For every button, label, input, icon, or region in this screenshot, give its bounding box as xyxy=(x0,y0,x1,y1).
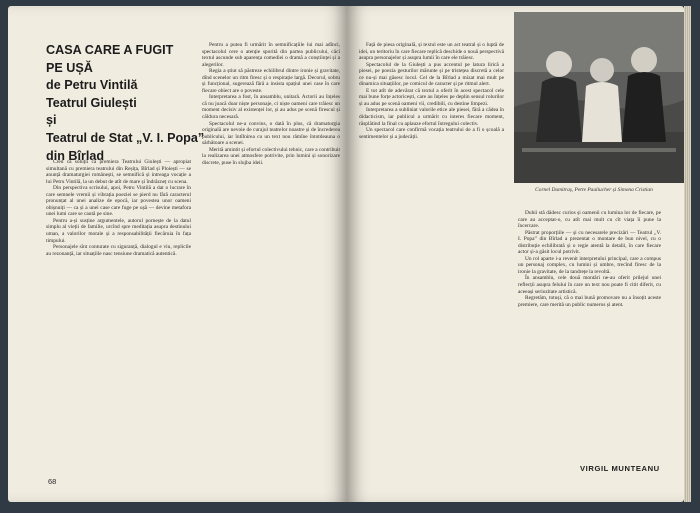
left-column-2 xyxy=(202,42,340,492)
left-column-1 xyxy=(46,159,191,481)
paragraph: Merită amintit și efortul colectivului tehnic, care a contribuit la realizarea unei atmosfere potrivite, prin lumini și sonorizare discrete, puse în slujba ideii. xyxy=(202,146,340,166)
paragraph: Pentru a putea fi urmărit în semnificațiile lui mai adînci, spectacolul cere o atenție sporită din partea publicului, căci textul ascunde sub aparența comediei o dramă a conștiinței și a alegerilor. xyxy=(202,42,340,68)
paragraph: Față de piesa originală, și textul este un act teatral și o luptă de idei, un teritoriu în care fiecare replică deschide o nouă perspectivă asupra personajelor și asupra lumii în care ele trăiesc. xyxy=(359,42,504,62)
paragraph: Din perspectiva scrisului, apoi, Petru Vintilă a dat o lucrare în care semnele vremii și vibrația poeziei se pierd nu fără caracterul pronunțat al unei analize de epocă, iar povestea unor oameni obișnuiți — ca și a unei case care fuge pe ușă — devine metafora unei lumi care se caută pe sine. xyxy=(46,185,191,218)
paragraph: Regia a știut să păstreze echilibrul dintre ironie și gravitate, dînd scenelor un ritm firesc și o respirație largă. Decorul, sobru și funcțional, sugerează fără a insista spațiul unei case în care fiecare obiect are o poveste. xyxy=(202,68,340,94)
theater-name-2-line-1: Teatrul de Stat „V. I. Popa” xyxy=(46,130,205,145)
theater-name-1: Teatrul Giulești xyxy=(46,95,137,110)
right-column-1 xyxy=(359,42,504,492)
right-page xyxy=(347,6,684,502)
paragraph: Un rol aparte i-a revenit interpretului principal, care a compus un personaj complex, cu lumini și umbre, trecînd firesc de la ironie la gravitate, de la tandrețe la revoltă. xyxy=(518,255,661,275)
article-title-block xyxy=(46,42,205,165)
article-author: VIRGIL MUNTEANU xyxy=(580,464,660,473)
paragraph: Personajele sînt conturate cu siguranță, dialogul e viu, replicile au rezonanță, iar situațiile nasc tensiune dramatică autentică. xyxy=(46,244,191,257)
paragraph: Un spectacol care confirmă vocația teatrului de a fi o școală a sentimentelor și a judecății. xyxy=(359,127,504,140)
paragraph: Păstrat proporțiile — și cu necesarele precizări — Teatrul „V. I. Popa” din Bîrlad a prezentat o montare de bun nivel, cu o distribuție echilibrată și o regie atentă la detalii, în care fiecare actor și-a găsit locul potrivit. xyxy=(518,229,661,256)
paragraph: E tot atît de adevărat că textul a oferit în acest spectacol cele mai bune forțe actoricești, care au înțeles pe deplin sensul rolurilor și au adus pe scenă oameni vii, credibili, cu destine limpezi. xyxy=(359,87,504,107)
paragraph: Spectacolul ne-a convins, o dată în plus, că dramaturgia originală are nevoie de curajul teatrelor noastre și de încrederea publicului, iar întîlnirea cu un text nou rămîne întotdeauna o sărbătoare a scenei. xyxy=(202,120,340,147)
theater-name-2-line-2: din Bîrlad xyxy=(46,148,105,163)
article-byline: de Petru Vintilă xyxy=(46,78,138,93)
page-edges xyxy=(684,6,691,502)
paragraph: Spectacolul de la Giulești a pus accentul pe latura lirică a piesei, pe poezia gesturilor mărunte și pe tristețea discretă a celor ce nu-și mai găsesc locul. Cel de la Bîrlad a mizat mai mult pe dinamica situațiilor, pe comicul de caracter și pe ritmul alert. xyxy=(359,61,504,88)
paragraph: Interpretarea a subliniat valorile etice ale piesei, fără a cădea în didacticism, iar publicul a urmărit cu interes fiecare moment, răsplătind la final cu aplauze efortul întregului colectiv. xyxy=(359,107,504,127)
photo-caption: Cornel Dumitraș, Petre Pauliucher și Simona Cristian xyxy=(535,187,653,193)
page-number-left: 68 xyxy=(48,477,57,486)
right-column-2 xyxy=(518,210,661,450)
paragraph: Interpretarea a fost, în ansamblu, unitară. Actorii au înțeles că nu joacă doar niște personaje, ci niște oameni care trăiesc un moment decisiv al existenței lor, și au adus pe scenă firescul și căldura necesară. xyxy=(202,94,340,121)
photo-illustration xyxy=(514,12,684,183)
article-title-line-2: PE UȘĂ xyxy=(46,60,93,75)
stage-photo xyxy=(514,12,684,183)
paragraph: Cred că soluții ca premiera Teatrului Giulești — apropiat simultană cu premiera teatrului din Reșița, Bîrlad și Ploiești — se anunță dramaturgiei românești, se semnifică și intreaga vocație a lui Petru Vintilă, la un debut de atît de mare și îndrăzneț cu scena. xyxy=(46,159,191,185)
paragraph: Pentru a-și susține argumentele, autorul pornește de la datul simplu al vieții de familie, urcînd spre meditația asupra destinului uman, a valorilor morale și a responsabilității fiecăruia în fața timpului. xyxy=(46,217,191,244)
paragraph: În ansamblu, cele două montări ne-au oferit prilejul unei reflecții asupra felului în care un text nou poate fi citit diferit, cu aceeași seriozitate artistică. xyxy=(518,275,661,295)
paragraph: Regretăm, totuși, că o mai bună promovare nu a însoțit aceste premiere, care merită un public numeros și atent. xyxy=(518,295,661,308)
conjunction: și xyxy=(46,113,57,128)
left-page xyxy=(8,6,347,502)
paragraph: Duhii stă dădesc curios și oamenii cu lumina lor de fiecare, pe care au acceptat-o, cu atît mai mult cu cît viața îi pune la încercare. xyxy=(518,210,661,230)
article-title-line-1: CASA CARE A FUGIT xyxy=(46,43,174,57)
